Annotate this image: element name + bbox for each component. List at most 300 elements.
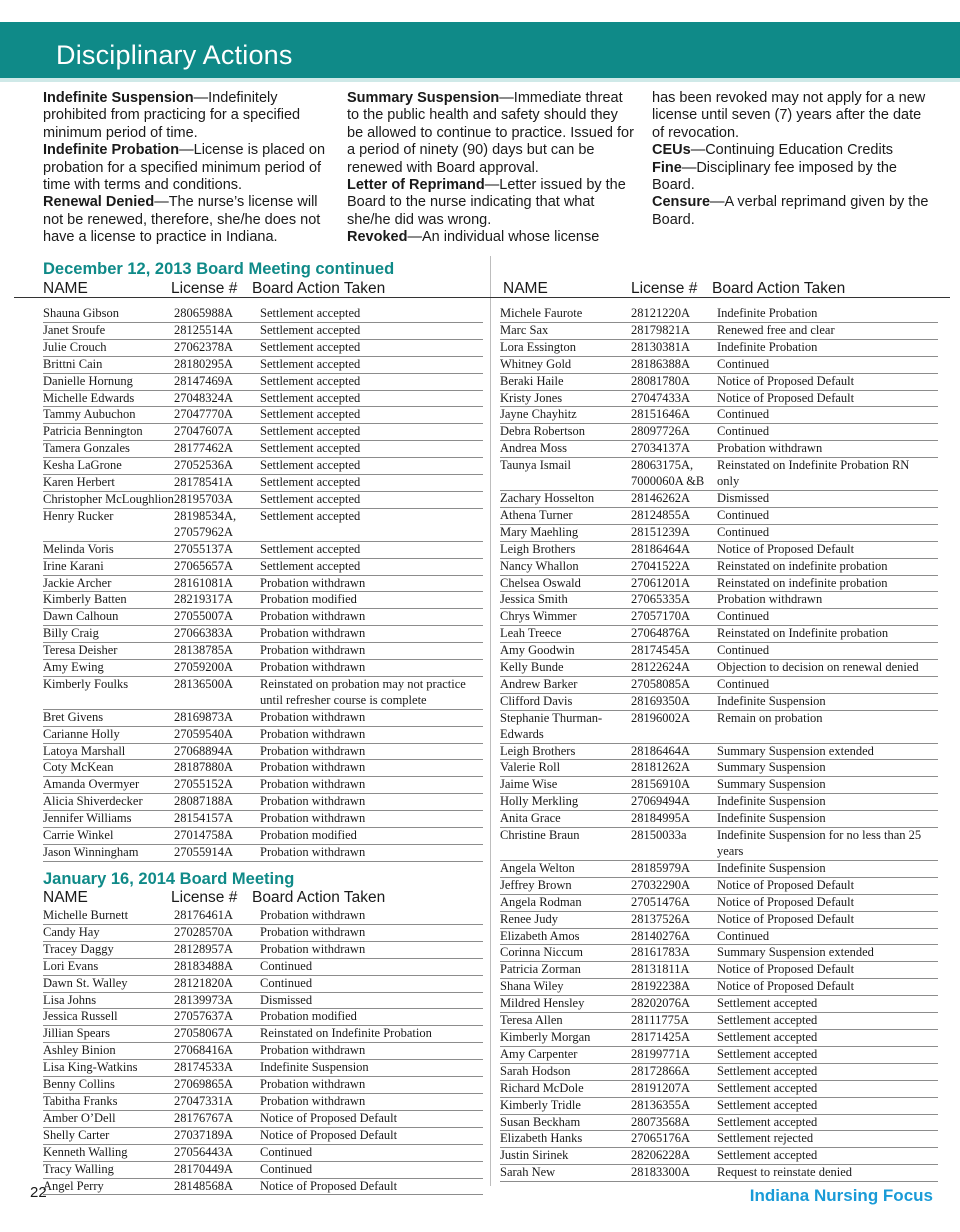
header-name: NAME <box>43 280 88 297</box>
cell-action: Settlement accepted <box>717 1046 818 1061</box>
cell-license: 28065988A <box>174 306 234 320</box>
cell-name: Christopher McLoughlion <box>43 491 174 506</box>
cell-name: Michele Faurote <box>500 306 583 320</box>
table-row <box>500 643 938 660</box>
definition-term: Renewal Denied <box>43 194 155 211</box>
cell-action: Reinstated on Indefinite Probation RN only <box>717 458 910 489</box>
table-row <box>43 1009 483 1026</box>
table-row <box>43 1094 483 1111</box>
cell-license: 27055914A <box>174 845 234 859</box>
definition-entry <box>43 194 328 246</box>
cell-name: Lora Essington <box>500 339 577 354</box>
table-row <box>500 1165 938 1182</box>
cell-name: Zachary Hosselton <box>500 490 595 505</box>
cell-action: Continued <box>717 676 770 691</box>
table-row <box>43 458 483 475</box>
table-row <box>500 559 938 576</box>
table-row <box>500 441 938 458</box>
cell-action: Objection to decision on renewal denied <box>717 660 919 675</box>
table-row <box>43 509 483 542</box>
cell-license: 28172866A <box>631 1063 691 1078</box>
cell-name: Michelle Edwards <box>43 390 135 405</box>
table-row <box>500 306 938 323</box>
header-action: Board Action Taken <box>712 280 846 297</box>
cell-name: Holly Merkling <box>500 794 579 809</box>
table-row <box>43 908 483 925</box>
column-headers-january <box>43 889 483 907</box>
cell-license: 28136355A <box>631 1097 691 1112</box>
publication-name: Indiana Nursing Focus <box>749 1186 933 1205</box>
cell-action: Reinstated on probation may not practice until refresher course is complete <box>260 676 466 707</box>
cell-license: 28183488A <box>174 958 234 973</box>
cell-name: Leah Treece <box>500 626 562 641</box>
definition-entry <box>347 229 634 246</box>
definition-text: —Immediate threat to the public health and safety should they be allowed to continue to practice. Issued for a period of ninety (90) days but can be renewed with Board approval. <box>347 90 634 176</box>
cell-license: 28180295A <box>174 356 234 371</box>
cell-license: 28140276A <box>631 928 691 943</box>
table-row <box>500 1098 938 1115</box>
cell-name: Taunya Ismail <box>500 458 571 473</box>
definition-term: Censure <box>652 194 711 211</box>
cell-action: Continued <box>260 1144 313 1159</box>
table-row <box>43 1026 483 1043</box>
cell-action: Probation withdrawn <box>260 777 366 792</box>
cell-license: 27047433A <box>631 390 691 405</box>
cell-license: 27034137A <box>631 441 691 456</box>
cell-license: 28198534A, 27057962A <box>174 508 237 539</box>
cell-name: Jackie Archer <box>43 575 112 590</box>
definition-term: CEUs <box>652 142 691 159</box>
cell-license: 27037189A <box>174 1127 234 1142</box>
table-row <box>500 609 938 626</box>
table-row <box>500 1013 938 1030</box>
cell-action: Probation withdrawn <box>260 1077 366 1092</box>
cell-action: Settlement accepted <box>260 541 361 556</box>
cell-license: 27047607A <box>174 424 234 439</box>
cell-name: Amy Carpenter <box>500 1046 578 1061</box>
cell-name: Anita Grace <box>500 811 561 826</box>
table-row <box>500 1131 938 1148</box>
table-row <box>43 542 483 559</box>
cell-license: 27014758A <box>174 828 234 843</box>
cell-license: 27048324A <box>174 390 234 405</box>
cell-license: 28171425A <box>631 1029 691 1044</box>
cell-action: Probation modified <box>260 592 357 607</box>
table-row <box>43 845 483 862</box>
cell-license: 28181262A <box>631 760 691 775</box>
definition-entry <box>652 160 937 195</box>
table-row <box>500 1030 938 1047</box>
cell-action: Continued <box>260 958 313 973</box>
cell-license: 28081780A <box>631 373 691 388</box>
cell-name: Dawn Calhoun <box>43 609 119 624</box>
table-row <box>500 1115 938 1132</box>
cell-name: Billy Craig <box>43 626 99 641</box>
table-row <box>43 609 483 626</box>
cell-license: 27056443A <box>174 1144 234 1159</box>
cell-action: Probation withdrawn <box>260 743 366 758</box>
table-row <box>43 925 483 942</box>
cell-action: Probation modified <box>260 828 357 843</box>
cell-action: Indefinite Suspension <box>717 693 826 708</box>
cell-action: Probation withdrawn <box>260 1093 366 1108</box>
cell-name: Jason Winningham <box>43 845 139 859</box>
cell-action: Continued <box>717 643 770 658</box>
definition-entry <box>347 177 634 229</box>
table-row <box>500 660 938 677</box>
cell-license: 28184995A <box>631 811 691 826</box>
cell-license: 27047331A <box>174 1093 234 1108</box>
cell-action: Probation modified <box>260 1009 357 1024</box>
cell-action: Dismissed <box>717 490 770 505</box>
table-row <box>500 323 938 340</box>
cell-license: 27064876A <box>631 626 691 641</box>
page-title: Disciplinary Actions <box>56 40 293 70</box>
table-row <box>500 760 938 777</box>
table-row <box>43 306 483 323</box>
cell-action: Notice of Proposed Default <box>260 1178 398 1193</box>
cell-action: Reinstated on Indefinite probation <box>717 626 889 641</box>
cell-license: 27052536A <box>174 458 234 473</box>
cell-license: 28186388A <box>631 356 691 371</box>
cell-name: Janet Sroufe <box>43 322 106 337</box>
cell-name: Patricia Zorman <box>500 962 581 977</box>
cell-action: Settlement rejected <box>717 1131 814 1146</box>
table-row <box>500 794 938 811</box>
cell-action: Dismissed <box>260 992 313 1007</box>
table-row <box>500 592 938 609</box>
cell-name: Jennifer Williams <box>43 811 132 826</box>
cell-action: Settlement accepted <box>717 1148 818 1163</box>
cell-license: 28170449A <box>174 1161 234 1176</box>
table-row <box>43 1060 483 1077</box>
cell-action: Notice of Proposed Default <box>717 894 855 909</box>
table-row <box>43 660 483 677</box>
cell-name: Dawn St. Walley <box>43 975 128 990</box>
cell-name: Andrew Barker <box>500 676 578 691</box>
cell-action: Continued <box>260 975 313 990</box>
cell-name: Andrea Moss <box>500 441 568 456</box>
cell-name: Tamera Gonzales <box>43 441 130 456</box>
definition-text: —Letter issued by the Board to the nurse indicating that what she/he did was wrong. <box>347 177 626 228</box>
cell-license: 28177462A <box>174 441 234 456</box>
cell-name: Kelly Bunde <box>500 660 564 675</box>
cell-license: 27041522A <box>631 558 691 573</box>
cell-action: Summary Suspension <box>717 760 826 775</box>
table-row <box>43 1162 483 1179</box>
cell-name: Debra Robertson <box>500 424 586 439</box>
cell-license: 27047770A <box>174 407 234 422</box>
cell-license: 28130381A <box>631 339 691 354</box>
cell-license: 28124855A <box>631 507 691 522</box>
header-license: License # <box>171 889 238 906</box>
cell-license: 28206228A <box>631 1148 691 1163</box>
cell-action: Notice of Proposed Default <box>717 373 855 388</box>
cell-action: Probation withdrawn <box>260 709 366 724</box>
table-row <box>500 895 938 912</box>
table-row <box>43 1179 483 1196</box>
cell-license: 28111775A <box>631 1013 690 1028</box>
cell-name: Ashley Binion <box>43 1043 116 1058</box>
column-headers-left <box>43 280 483 298</box>
cell-license: 28219317A <box>174 592 234 607</box>
cell-license: 28191207A <box>631 1080 691 1095</box>
table-row <box>500 508 938 525</box>
cell-license: 27057170A <box>631 609 691 624</box>
definition-entry <box>43 90 328 142</box>
cell-name: Lisa Johns <box>43 992 97 1007</box>
definition-term: Summary Suspension <box>347 90 500 106</box>
header-action: Board Action Taken <box>252 889 386 906</box>
table-row <box>43 374 483 391</box>
cell-name: Whitney Gold <box>500 356 572 371</box>
cell-license: 28122624A <box>631 660 691 675</box>
cell-license: 28073568A <box>631 1114 691 1129</box>
table-row <box>500 626 938 643</box>
cell-license: 28139973A <box>174 992 234 1007</box>
table-row <box>500 391 938 408</box>
cell-license: 28202076A <box>631 996 691 1011</box>
definition-text: —Disciplinary fee imposed by the Board. <box>652 159 897 194</box>
cell-action: Settlement accepted <box>260 322 361 337</box>
header-name: NAME <box>503 280 548 297</box>
cell-action: Continued <box>717 928 770 943</box>
cell-license: 27061201A <box>631 575 691 590</box>
cell-action: Settlement accepted <box>717 1080 818 1095</box>
table-row <box>500 458 938 491</box>
table-row <box>500 1148 938 1165</box>
cell-name: Leigh Brothers <box>500 541 576 556</box>
definition-text: has been revoked may not apply for a new license until seven (7) years after the date of revocation. <box>652 90 926 141</box>
cell-name: Valerie Roll <box>500 760 561 775</box>
table-row <box>43 391 483 408</box>
cell-name: Melinda Voris <box>43 541 114 556</box>
cell-action: Settlement accepted <box>717 996 818 1011</box>
cell-license: 28125514A <box>174 322 234 337</box>
cell-license: 28179821A <box>631 322 691 337</box>
cell-name: Jayne Chayhitz <box>500 407 577 422</box>
cell-action: Probation withdrawn <box>260 811 366 826</box>
table-row <box>500 777 938 794</box>
cell-license: 27059540A <box>174 726 234 741</box>
table-row <box>43 993 483 1010</box>
cell-name: Brittni Cain <box>43 356 103 371</box>
definition-text: —Indefinitely prohibited from practicing for a specified minimum period of time. <box>43 90 301 141</box>
cell-action: Indefinite Suspension <box>717 860 826 875</box>
definition-entry <box>652 142 937 159</box>
table-row <box>43 1111 483 1128</box>
cell-name: Candy Hay <box>43 924 100 939</box>
december-actions-table <box>43 306 483 862</box>
table-row <box>500 340 938 357</box>
cell-action: Probation withdrawn <box>260 726 366 741</box>
cell-name: Kimberly Morgan <box>500 1029 591 1044</box>
cell-name: Amy Goodwin <box>500 643 575 658</box>
cell-license: 28087188A <box>174 794 234 809</box>
cell-license: 28147469A <box>174 373 234 388</box>
definition-text: —License is placed on probation for a specified minimum period of time with terms and conditions. <box>43 142 326 194</box>
cell-license: 27057637A <box>174 1009 234 1024</box>
cell-action: Summary Suspension extended <box>717 945 874 960</box>
table-row <box>500 979 938 996</box>
cell-license: 27062378A <box>174 339 234 354</box>
table-row <box>43 1077 483 1094</box>
cell-name: Clifford Davis <box>500 693 573 708</box>
cell-action: Notice of Proposed Default <box>260 1127 398 1142</box>
cell-name: Kristy Jones <box>500 390 563 405</box>
cell-action: Probation withdrawn <box>260 643 366 658</box>
cell-name: Kesha LaGrone <box>43 458 122 473</box>
cell-name: Teresa Deisher <box>43 643 118 658</box>
cell-action: Reinstated on Indefinite Probation <box>260 1026 432 1041</box>
cell-license: 27051476A <box>631 894 691 909</box>
table-row <box>43 1145 483 1162</box>
definition-entry <box>652 194 937 229</box>
definitions-column-2 <box>347 90 634 247</box>
definition-entry <box>652 90 937 142</box>
cell-license: 27055137A <box>174 541 234 556</box>
cell-license: 28150033a <box>631 828 687 843</box>
cell-action: Notice of Proposed Default <box>717 390 855 405</box>
cell-license: 28121820A <box>174 975 234 990</box>
cell-license: 27059200A <box>174 660 234 675</box>
table-row <box>500 525 938 542</box>
cell-action: Settlement accepted <box>260 356 361 371</box>
cell-license: 28148568A <box>174 1178 234 1193</box>
table-row <box>500 878 938 895</box>
cell-action: Probation withdrawn <box>260 924 366 939</box>
cell-name: Jillian Spears <box>43 1026 111 1041</box>
cell-name: Irine Karani <box>43 558 104 573</box>
table-row <box>43 340 483 357</box>
table-row <box>500 996 938 1013</box>
cell-name: Jessica Russell <box>43 1009 118 1024</box>
cell-action: Settlement accepted <box>717 1097 818 1112</box>
cell-license: 27065657A <box>174 558 234 573</box>
definition-term: Letter of Reprimand <box>347 177 485 194</box>
cell-name: Angela Rodman <box>500 894 582 909</box>
table-row <box>43 677 483 710</box>
cell-license: 28186464A <box>631 541 691 556</box>
cell-action: Settlement accepted <box>260 390 361 405</box>
definition-entry <box>347 90 634 177</box>
cell-name: Alicia Shiverdecker <box>43 794 143 809</box>
cell-action: Settlement accepted <box>260 407 361 422</box>
cell-action: Request to reinstate denied <box>717 1165 853 1180</box>
cell-action: Probation withdrawn <box>260 626 366 641</box>
definition-text: —The nurse’s license will not be renewed, therefore, she/he does not have a license to practice in Indiana. <box>43 194 321 246</box>
cell-license: 28174533A <box>174 1060 234 1075</box>
table-row <box>500 542 938 559</box>
cell-action: Continued <box>717 356 770 371</box>
table-row <box>500 811 938 828</box>
cell-name: Athena Turner <box>500 507 573 522</box>
cell-action: Summary Suspension <box>717 777 826 792</box>
cell-name: Tammy Aubuchon <box>43 407 136 422</box>
cell-name: Latoya Marshall <box>43 743 126 758</box>
cell-license: 27065335A <box>631 592 691 607</box>
cell-action: Continued <box>717 424 770 439</box>
cell-action: Reinstated on indefinite probation <box>717 558 888 573</box>
cell-license: 27028570A <box>174 924 234 939</box>
cell-license: 28097726A <box>631 424 691 439</box>
table-row <box>43 777 483 794</box>
table-row <box>43 407 483 424</box>
cell-name: Karen Herbert <box>43 475 115 490</box>
definition-entry <box>43 142 328 194</box>
cell-name: Henry Rucker <box>43 508 114 523</box>
table-row <box>43 592 483 609</box>
table-row <box>500 1064 938 1081</box>
cell-name: Chelsea Oswald <box>500 575 581 590</box>
cell-name: Mildred Hensley <box>500 996 585 1011</box>
definition-text: —Continuing Education Credits <box>690 142 893 159</box>
cell-action: Settlement accepted <box>717 1013 818 1028</box>
section-title-january: January 16, 2014 Board Meeting <box>43 870 295 888</box>
table-row <box>43 976 483 993</box>
cell-license: 28137526A <box>631 911 691 926</box>
cell-license: 27069865A <box>174 1077 234 1092</box>
cell-name: Bret Givens <box>43 709 104 724</box>
cell-action: Probation withdrawn <box>260 794 366 809</box>
definition-term: Indefinite Suspension <box>43 90 194 106</box>
table-row <box>500 912 938 929</box>
cell-action: Probation withdrawn <box>260 575 366 590</box>
header-action: Board Action Taken <box>252 280 386 297</box>
cell-name: Michelle Burnett <box>43 908 129 922</box>
table-row <box>43 959 483 976</box>
cell-license: 28128957A <box>174 941 234 956</box>
cell-name: Susan Beckham <box>500 1114 581 1129</box>
table-row <box>43 828 483 845</box>
cell-license: 28063175A, 7000060A &B <box>631 458 705 489</box>
table-row <box>43 357 483 374</box>
cell-license: 28136500A <box>174 676 234 691</box>
cell-action: Summary Suspension extended <box>717 743 874 758</box>
cell-name: Tabitha Franks <box>43 1093 118 1108</box>
cell-license: 28199771A <box>631 1046 691 1061</box>
cell-name: Angel Perry <box>43 1178 104 1193</box>
cell-name: Renee Judy <box>500 911 558 926</box>
cell-action: Probation withdrawn <box>260 845 366 859</box>
cell-license: 28161783A <box>631 945 691 960</box>
cell-name: Elizabeth Amos <box>500 928 580 943</box>
cell-name: Mary Maehling <box>500 524 579 539</box>
table-row <box>43 744 483 761</box>
table-row <box>43 811 483 828</box>
cell-license: 27055007A <box>174 609 234 624</box>
table-row <box>500 945 938 962</box>
cell-action: Continued <box>717 507 770 522</box>
cell-name: Lori Evans <box>43 958 99 973</box>
cell-name: Tracey Daggy <box>43 941 114 956</box>
cell-license: 28146262A <box>631 490 691 505</box>
cell-action: Continued <box>717 524 770 539</box>
cell-license: 27068894A <box>174 743 234 758</box>
cell-name: Amber O’Dell <box>43 1110 116 1125</box>
cell-name: Danielle Hornung <box>43 373 133 388</box>
cell-action: Reinstated on indefinite probation <box>717 575 888 590</box>
table-row <box>500 1047 938 1064</box>
cell-license: 28186464A <box>631 743 691 758</box>
definitions-column-3 <box>652 90 937 229</box>
cell-action: Settlement accepted <box>260 558 361 573</box>
table-row <box>500 677 938 694</box>
definition-text: —A verbal reprimand given by the Board. <box>652 194 929 228</box>
cell-license: 28131811A <box>631 962 690 977</box>
cell-license: 28178541A <box>174 475 234 490</box>
cell-action: Renewed free and clear <box>717 322 835 337</box>
